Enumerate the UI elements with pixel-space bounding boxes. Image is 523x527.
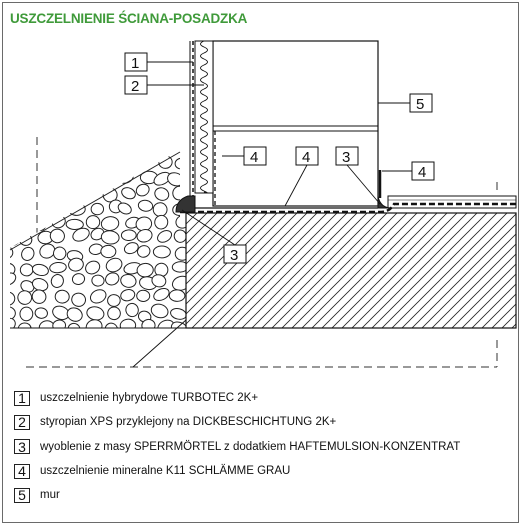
gravel-stone (52, 158, 65, 170)
gravel-stone (50, 199, 69, 214)
gravel-stone (38, 169, 55, 184)
gravel-stone (153, 246, 170, 258)
gravel-stone (137, 290, 150, 301)
gravel-stone (20, 263, 34, 276)
legend-text: wyoblenie z masy SPERRMÖRTEL z dodatkiem HAFTEMULSION-KONZENTRAT (40, 440, 461, 453)
gravel-stone (14, 184, 35, 203)
xps-insulation (195, 41, 213, 193)
legend-text: uszczelnienie hybrydowe TURBOTEC 2K+ (40, 392, 259, 405)
legend-item (14, 410, 504, 434)
gravel-stone (91, 203, 104, 215)
gravel-stone (51, 182, 69, 199)
gravel-stone (83, 186, 99, 199)
legend-item (14, 483, 504, 507)
legend-number: 3 (14, 439, 30, 454)
gravel-stone (121, 230, 136, 241)
gravel-stone (17, 153, 35, 167)
floor-screed (388, 196, 516, 208)
gravel-stone (64, 150, 86, 170)
callout-4b: 4 (302, 149, 311, 166)
figure-title: USZCZELNIENIE ŚCIANA-POSADZKA (10, 11, 248, 26)
legend-number: 5 (14, 488, 30, 503)
gravel-stone (87, 160, 101, 172)
legend-text: mur (40, 489, 60, 502)
gravel-stone (0, 168, 15, 183)
callout-4c: 4 (418, 164, 427, 181)
callout-5: 5 (416, 96, 425, 113)
callout-1: 1 (131, 55, 140, 72)
legend-item (14, 386, 504, 410)
legend (14, 386, 504, 507)
gravel-stone (53, 169, 70, 186)
gravel-stone (99, 171, 119, 188)
gravel-stone (92, 275, 105, 287)
legend-item (14, 435, 504, 459)
gravel-stone (68, 203, 85, 216)
gravel-stone (101, 245, 116, 258)
legend-text: styropian XPS przyklejony na DICKBESCHICHTUNG 2K+ (40, 416, 337, 429)
legend-number: 4 (14, 464, 30, 479)
gravel-stone (18, 323, 32, 335)
gravel-stone (19, 201, 37, 218)
gravel-stone (0, 202, 16, 220)
legend-text: uszczelnienie mineralne K11 SCHLÄMME GRAU (40, 465, 291, 478)
gravel-stone (86, 166, 103, 181)
gravel-stone (3, 157, 16, 169)
gravel-stone (67, 184, 84, 196)
gravel-stone (106, 154, 120, 169)
gravel-stone (169, 290, 185, 302)
gravel-stone (86, 216, 99, 229)
masonry-wall (213, 41, 378, 206)
callout-3a: 3 (342, 149, 351, 166)
gravel-stone (71, 174, 90, 189)
gravel-backfill (0, 150, 192, 339)
foundation-slab (186, 213, 516, 328)
gravel-stone (22, 170, 37, 183)
gravel-stone (107, 294, 120, 307)
legend-item (14, 459, 504, 483)
gravel-stone (55, 290, 70, 304)
gravel-stone (117, 157, 133, 171)
legend-number: 2 (14, 415, 30, 430)
callout-4a: 4 (250, 149, 259, 166)
gravel-stone (120, 319, 136, 333)
gravel-stone (2, 186, 18, 201)
gravel-stone (20, 307, 33, 321)
callout-2: 2 (131, 78, 140, 95)
gravel-stone (16, 213, 35, 230)
gravel-stone (6, 218, 19, 229)
gravel-stone (175, 158, 188, 169)
callout-3b: 3 (230, 247, 239, 264)
legend-number: 1 (14, 391, 30, 406)
gravel-stone (34, 160, 50, 170)
